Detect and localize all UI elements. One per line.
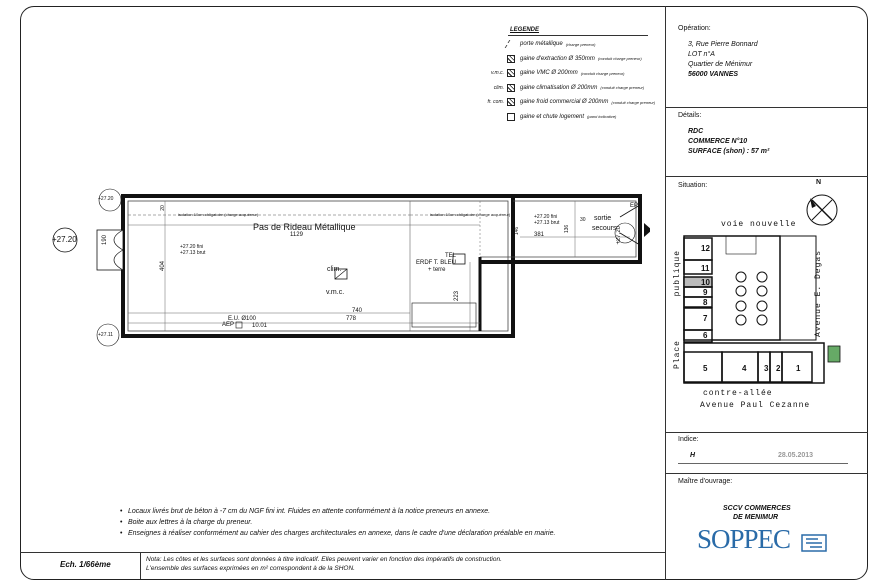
- erdf-area: [412, 303, 476, 327]
- street-publique: publique: [673, 250, 682, 297]
- sortie-label: sortie: [594, 215, 612, 222]
- street-degas: Avenue E. Degas: [814, 250, 823, 338]
- door-icon: [505, 40, 518, 48]
- footer-divider: [20, 552, 665, 553]
- legend-item: [480, 113, 616, 121]
- nota-line-2: L'ensemble des surfaces exprimées en m² correspondent à de la SHON.: [146, 565, 355, 572]
- lot-label-3: 3: [764, 364, 769, 373]
- duct-icon: [507, 84, 515, 92]
- nota-line-1: Nota: Les côtes et les surfaces sont données à titre indicatif. Elles peuvent varier en fonction des impératifs de construction.: [146, 556, 502, 563]
- legend-note: (conduit charge preneur): [611, 99, 656, 105]
- legend-label: gaine et chute logement: [520, 113, 585, 120]
- level-left-main: +27.20: [52, 235, 77, 244]
- trees: [736, 272, 767, 325]
- isolation-note-2: isolation 10cm obligatoire (charge acquéreur): [430, 212, 511, 217]
- legend-note: (paroi indicative): [587, 114, 617, 119]
- detail-surface: SURFACE (shon) : 57 m²: [688, 148, 770, 155]
- address-line-3: Quartier de Ménimur: [688, 61, 753, 68]
- operation-label: Opération:: [678, 25, 711, 32]
- legend-divider: [508, 35, 648, 36]
- lot-label-6: 6: [703, 331, 708, 340]
- legend-label: gaine VMC Ø 200mm: [520, 70, 578, 76]
- wall-inner: [128, 201, 511, 331]
- terre-label: + terre: [428, 267, 446, 273]
- address-line-1: 3, Rue Pierre Bonnard: [688, 41, 758, 48]
- dim-404: 404: [160, 260, 167, 272]
- clim-label: clim.: [327, 266, 342, 273]
- legend-prefix: fr. com.: [487, 99, 504, 105]
- stairs: [726, 236, 756, 254]
- street-contre-allee: contre-allée: [703, 389, 773, 398]
- vmc-label: v.m.c.: [326, 289, 345, 296]
- legend-prefix: v.m.c.: [491, 70, 504, 76]
- legend-note: (conduit charge preneur): [580, 70, 625, 76]
- ground-level-bottom: +27.13 brut: [180, 250, 206, 256]
- legend-item: [480, 69, 625, 77]
- duct-icon: [507, 55, 515, 63]
- lot-label-8: 8: [703, 298, 708, 307]
- footer-separator: [140, 552, 141, 579]
- ground-level-top: +27.20 fini: [180, 244, 204, 250]
- bullet-icon: •: [120, 530, 123, 537]
- aep-label: AEP: [222, 322, 235, 328]
- indice-value: H: [690, 452, 696, 459]
- note-bullet-1: Locaux livrés brut de béton à -7 cm du NGF fini int. Fluides en attente conformément à la notice preneurs en annexe.: [128, 508, 491, 515]
- legend-note: (conduit charge preneur): [597, 56, 642, 61]
- level-right: +27.20: [616, 226, 622, 245]
- rideau-label: Pas de Rideau Métallique: [253, 222, 356, 232]
- legend-label: porte métallique: [520, 41, 563, 47]
- street-place: Place: [673, 340, 682, 370]
- soppec-logo: SOPPEC: [697, 524, 791, 554]
- dim-136: 136: [564, 224, 571, 234]
- cartouche-divider: [665, 107, 868, 108]
- lot-9: [684, 287, 712, 297]
- cartouche-divider: [665, 432, 868, 433]
- north-label: N: [816, 179, 822, 186]
- block-south: [684, 343, 824, 383]
- details-label: Détails:: [678, 112, 702, 119]
- duct-icon: [507, 69, 515, 77]
- door-width: 190: [102, 234, 109, 246]
- address-line-2: LOT n°A: [688, 51, 715, 58]
- legend-item: [480, 40, 596, 48]
- lot-label-9: 9: [703, 288, 708, 297]
- lot-7: [684, 308, 712, 330]
- cartouche-divider: [665, 473, 868, 474]
- lot-label-7: 7: [703, 314, 708, 323]
- dim-381: 381: [534, 232, 545, 238]
- cartouche-border: [665, 6, 666, 580]
- lot-label-4: 4: [742, 364, 747, 373]
- dim-778: 778: [346, 316, 357, 322]
- legend-item: [480, 84, 644, 92]
- annex-level-bottom: +27.13 brut: [534, 220, 560, 226]
- legend-item: [480, 98, 655, 106]
- level-bottom-left: +27.11: [98, 332, 114, 338]
- shaft-icon: [507, 113, 515, 121]
- detail-commerce: COMMERCE N°10: [688, 138, 748, 145]
- main-door: [97, 230, 123, 270]
- lot-label-5: 5: [703, 364, 708, 373]
- indice-label: Indice:: [678, 436, 699, 443]
- dim-146: 146: [514, 226, 521, 236]
- date-value: 28.05.2013: [778, 452, 814, 459]
- client-line-2: DE MENIMUR: [733, 514, 779, 521]
- tel-label: TEL: [445, 253, 457, 259]
- soppec-mark-icon: [800, 533, 830, 555]
- legend-item: [480, 55, 642, 63]
- legend-prefix: clim.: [493, 84, 504, 91]
- maitre-label: Maître d'ouvrage:: [678, 478, 733, 485]
- cartouche-divider: [665, 176, 868, 177]
- note-bullet-2: Boite aux lettres à la charge du preneur.: [128, 519, 253, 526]
- floor-plan: [40, 185, 650, 355]
- detail-level: RDC: [688, 128, 704, 135]
- bullet-icon: •: [120, 519, 123, 526]
- eu-label: E.U. Ø100: [228, 316, 257, 322]
- green-marker: [828, 346, 840, 362]
- legend-label: gaine froid commercial Ø 200mm: [520, 99, 609, 105]
- lot-4: [722, 352, 758, 382]
- dim-740: 740: [352, 308, 363, 314]
- secours-door: [620, 205, 640, 245]
- secours-arrow: [644, 223, 650, 237]
- lot-label-11: 11: [701, 264, 710, 273]
- lot-label-12: 12: [701, 244, 710, 253]
- dim-30: 30: [580, 217, 586, 223]
- erdf-label: ERDF T. BLEU: [416, 260, 456, 266]
- lot-8: [684, 297, 712, 307]
- ep-label: EP: [630, 203, 639, 209]
- scale-label: Ech. 1/66ème: [60, 560, 111, 569]
- client-line-1: SCCV COMMERCES: [723, 505, 791, 512]
- address-city: 56000 VANNES: [688, 71, 739, 78]
- street-voie-nouvelle: voie nouvelle: [721, 220, 797, 229]
- legend-note: (conduit charge preneur): [600, 85, 645, 90]
- legend-note: (charge preneur): [565, 41, 596, 47]
- street-cezanne: Avenue Paul Cezanne: [700, 401, 811, 410]
- legend-title: LEGENDE: [510, 27, 540, 33]
- level-top-left: +27.20: [98, 196, 114, 202]
- date-underline: [678, 463, 848, 464]
- lot-label-2: 2: [776, 364, 781, 373]
- dim-223: 223: [454, 290, 461, 302]
- legend-label: gaine climatisation Ø 200mm: [520, 84, 598, 91]
- wall-main: [123, 196, 513, 336]
- isolation-note-1: isolation 10cm obligatoire (charge acquéreur): [178, 212, 259, 217]
- dim-1129: 1129: [290, 232, 303, 238]
- bullet-icon: •: [120, 508, 123, 515]
- duct-icon: [507, 98, 515, 106]
- block-east: [780, 236, 816, 340]
- situation-label: Situation:: [678, 182, 708, 189]
- lot-label-1: 1: [796, 364, 801, 373]
- dim-20: 20: [159, 205, 166, 211]
- note-bullet-3: Enseignes à réaliser conformément au cahier des charges architecturales en annexe, dans le cadre d'une déclaration préalable en mairie.: [128, 530, 556, 537]
- legend-label: gaine d'extraction Ø 350mm: [520, 55, 595, 62]
- eu-level: 10.01: [252, 323, 268, 329]
- secours-label: secours: [592, 225, 617, 232]
- annex-level-top: +27.20 fini: [534, 214, 558, 220]
- lot-label-10: 10: [701, 278, 710, 287]
